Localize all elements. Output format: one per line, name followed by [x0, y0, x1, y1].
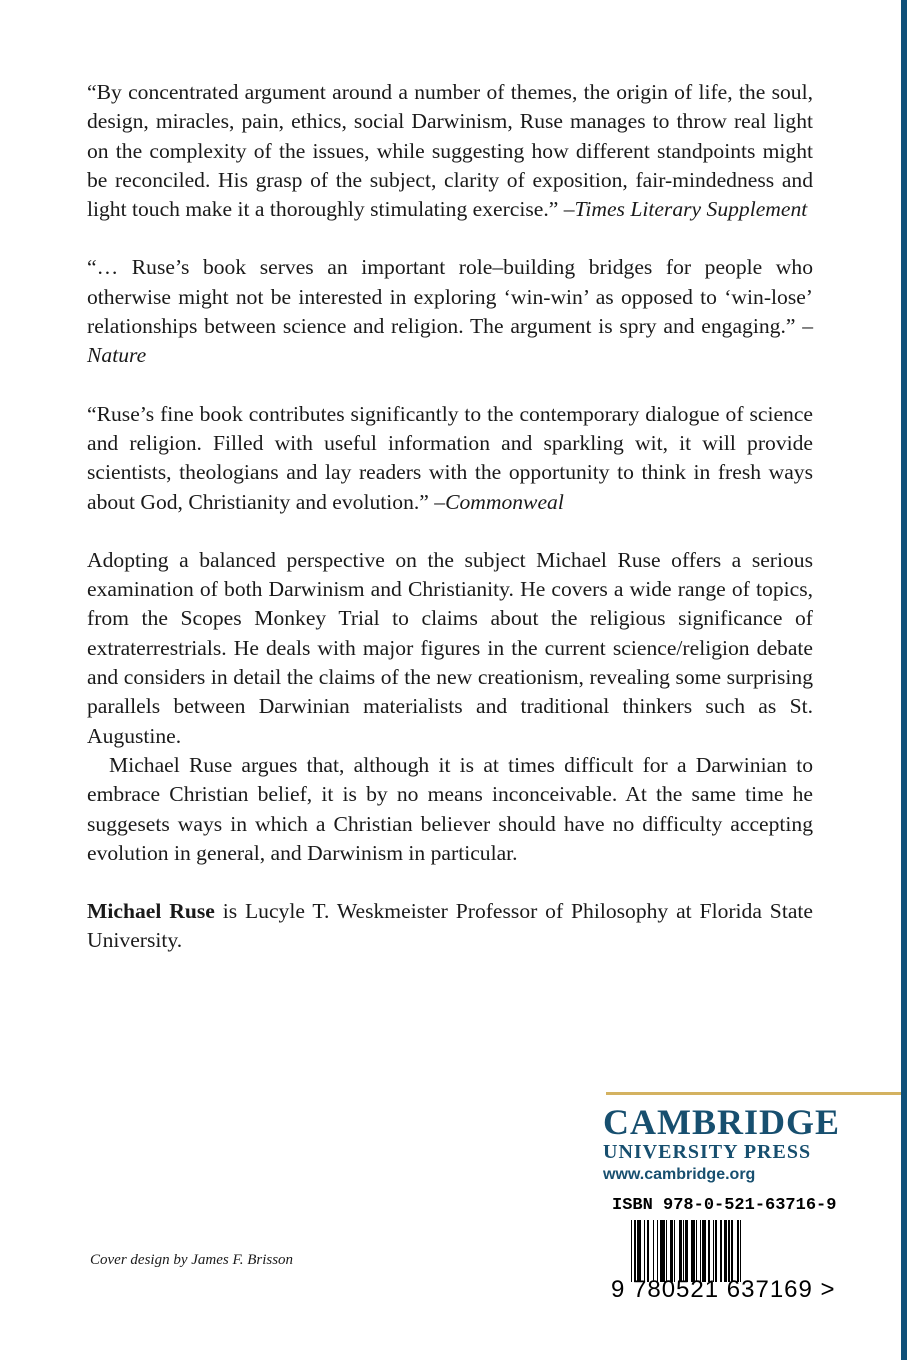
isbn-label: ISBN 978-0-521-63716-9 [612, 1196, 837, 1215]
author-bio-text: is Lucyle T. Weskmeister Professor of Philosophy at Florida State University. [87, 899, 813, 953]
publisher-logo [603, 1104, 840, 1186]
gold-rule [606, 1092, 901, 1095]
publisher-name: CAMBRIDGE [603, 1102, 841, 1142]
barcode [631, 1220, 841, 1282]
spine-stripe [901, 0, 907, 1360]
cover-credit: Cover design by James F. Brisson [90, 1252, 294, 1268]
review-1 [87, 78, 813, 224]
description-2: Michael Ruse argues that, although it is at times difficult for a Darwinian to embrace Christian belief, it is by no means inconceivable. At the same time he suggesets ways in which a Christian believer should have no difficulty accepting evolution in general, and Darwinism in particular. [87, 752, 813, 865]
barcode-bar [741, 1220, 744, 1282]
publisher-subname: UNIVERSITY PRESS [603, 1141, 812, 1163]
description-1: Adopting a balanced perspective on the subject Michael Ruse offers a serious examination of both Darwinism and Christianity. He covers a wide range of topics, from the Scopes Monkey Trial to claims about the religious significance of extraterrestrials. He deals with major figures in the current science/religion debate and considers in detail the claims of the new creationism, revealing some surprising parallels between Darwinian materialists and traditional thinkers such as St. Augustine. [87, 547, 813, 748]
barcode-digits: 9 780521 637169 > [611, 1276, 836, 1303]
review-text: “… Ruse’s book serves an important role–building bridges for people who otherwise might not be interested in exploring ‘win-win’ as opposed to ‘win-lose’ relationships between science and religion. The argument is spry and engaging.” – [87, 255, 813, 339]
review-text: “Ruse’s fine book contributes significantly to the contemporary dialogue of science and religion. Filled with useful information and sparkling wit, it will provide scientists, theologians and lay readers with the opportunity to think in fresh ways about God, Christianity and evolution.” – [87, 401, 813, 514]
author-name: Michael Ruse [87, 899, 215, 924]
review-source: Commonweal [445, 489, 564, 514]
back-cover-text [87, 78, 813, 985]
review-2 [87, 253, 813, 370]
review-source: Times Literary Supplement [574, 197, 808, 222]
review-3 [87, 400, 813, 517]
review-text: “By concentrated argument around a number of themes, the origin of life, the soul, design, miracles, pain, ethics, social Darwinism, Ruse manages to throw real light on the complexity of the issues, while suggesting how different standpoints might be reconciled. His grasp of the subject, clarity of exposition, fair-mindedness and light touch make it a thoroughly stimulating exercise.” – [87, 80, 813, 222]
publisher-url: www.cambridge.org [603, 1166, 756, 1183]
author-bio [87, 897, 813, 956]
review-source: Nature [87, 343, 147, 368]
